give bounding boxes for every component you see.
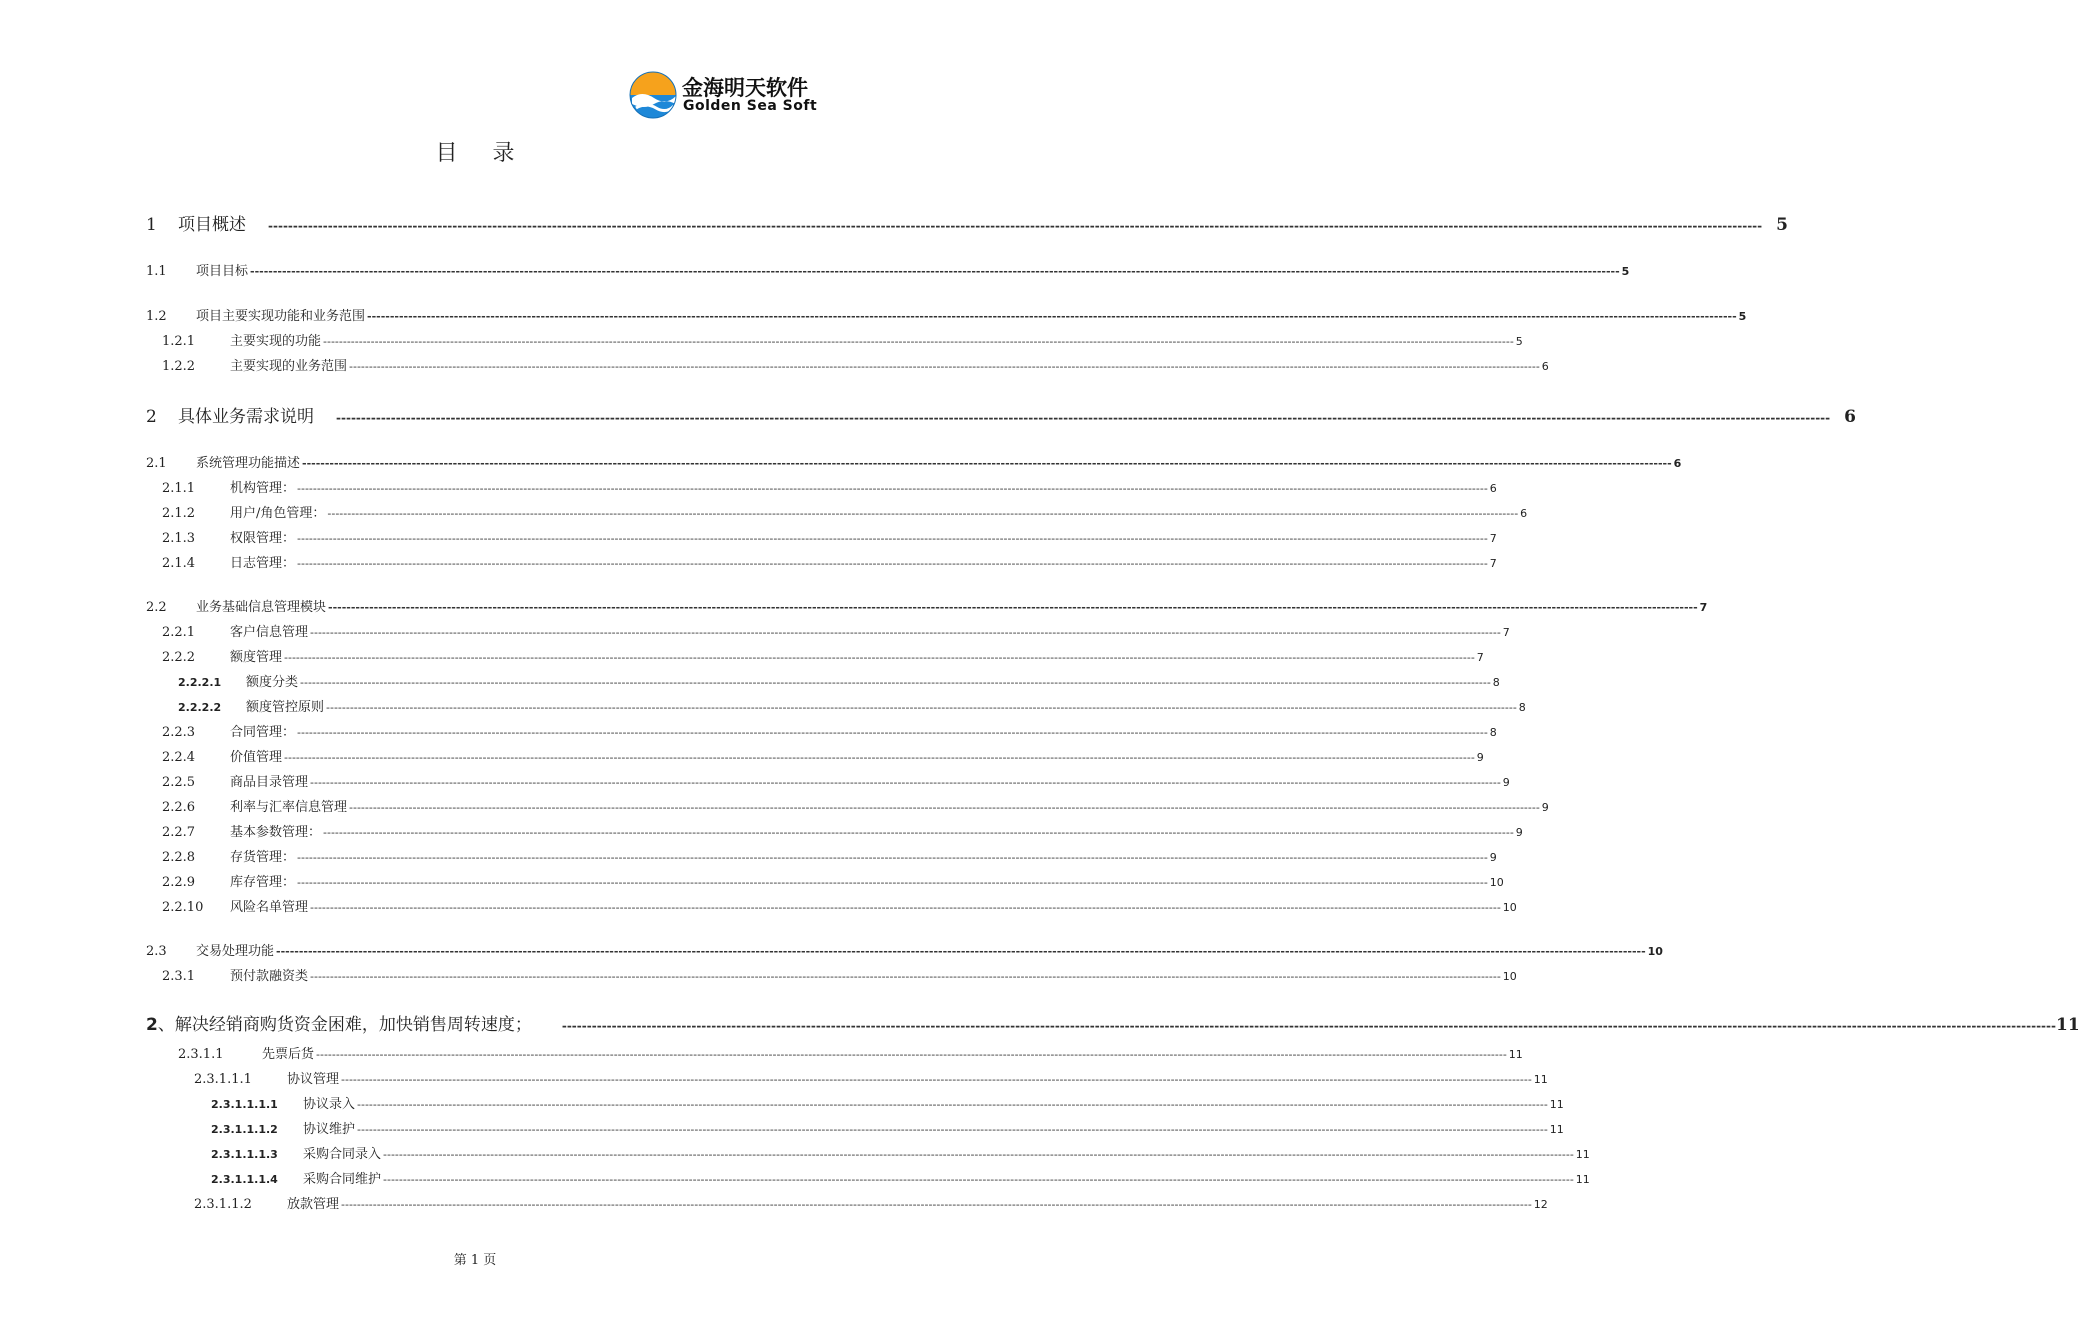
toc-entry-number: 1.1 (146, 264, 167, 279)
toc-leader: ------------------------------------------------------------------------------------------------------------------------------------------------------------------------------------------------------------------------------------------------------------------------------------------------------------ (323, 826, 1514, 839)
toc-entry[interactable] (146, 305, 1747, 324)
toc-entry-title: 交易处理功能 (196, 944, 275, 959)
toc-entry-page: 5 (1621, 265, 1630, 278)
toc-entry-number: 2.3.1.1.1.3 (211, 1148, 278, 1161)
toc-entry-number: 2.1.3 (162, 531, 196, 546)
toc-entry-page: 6 (1673, 457, 1682, 470)
toc-leader: ------------------------------------------------------------------------------------------------------------------------------------------------------------------------------------------------------------------------------------------------------------------------------------------------------------ (300, 676, 1491, 689)
toc-entry-page: 11 (2055, 1015, 2080, 1035)
toc-entry-number: 2.2.3 (162, 725, 196, 740)
toc-entry-title: 预付款融资类 (230, 969, 309, 984)
toc-entry-title: 协议维护 (303, 1122, 356, 1137)
toc-entry[interactable] (162, 502, 1528, 521)
toc-entry-number: 2.2.8 (162, 850, 196, 865)
toc-leader: ------------------------------------------------------------------------------------------------------------------------------------------------------------------------------------------------------------------------------------------------------------------------------------------------------------ (383, 1173, 1574, 1186)
toc-entry-page: 10 (1502, 970, 1517, 983)
toc-entry[interactable] (178, 696, 1526, 715)
toc-entry-page: 9 (1476, 751, 1484, 764)
toc-entry[interactable] (146, 1010, 2080, 1035)
toc-entry-page: 11 (1549, 1098, 1564, 1111)
toc-entry-page: 6 (1520, 507, 1528, 520)
toc-entry-page: 11 (1533, 1073, 1548, 1086)
toc-entry-title: 主要实现的功能 (230, 334, 322, 349)
toc-entry-title: 先票后货 (262, 1047, 315, 1062)
toc-entry-page: 7 (1489, 532, 1497, 545)
toc-entry-number: 1 (146, 215, 157, 235)
toc-entry[interactable] (162, 477, 1497, 496)
toc-entry-page: 11 (1549, 1123, 1564, 1136)
toc-entry-page: 12 (1533, 1198, 1548, 1211)
toc-entry[interactable] (162, 646, 1484, 665)
toc-entry-title: 权限管理： (230, 531, 296, 546)
toc-entry-title: 库存管理： (230, 875, 296, 890)
toc-entry-page: 6 (1844, 407, 1856, 427)
toc-entry[interactable] (211, 1168, 1590, 1187)
toc-leader: ------------------------------------------------------------------------------------------------------------------------------------------------------------------------------------------------------------------------------------------------------------------------------------------------------------ (297, 532, 1488, 545)
toc-entry-title: 利率与汇率信息管理 (230, 800, 348, 815)
toc-entry-title: 存货管理： (230, 850, 296, 865)
toc-leader: ------------------------------------------------------------------------------------------------------------------------------------------------------------------------------------------------------------------------------------------------------------------------------------------------------------ (336, 411, 1831, 425)
toc-leader: ------------------------------------------------------------------------------------------------------------------------------------------------------------------------------------------------------------------------------------------------------------------------------------------------------------ (561, 1019, 2056, 1033)
toc-entry-title: 项目主要实现功能和业务范围 (196, 309, 366, 324)
toc-entry[interactable] (162, 355, 1549, 374)
toc-entry[interactable] (162, 796, 1549, 815)
toc-entry-title: 主要实现的业务范围 (230, 359, 348, 374)
toc-entry-number: 2.3.1.1.1.4 (211, 1173, 278, 1186)
logo-name-en: Golden Sea Soft (683, 98, 818, 114)
toc-leader: ------------------------------------------------------------------------------------------------------------------------------------------------------------------------------------------------------------------------------------------------------------------------------------------------------------ (297, 876, 1488, 889)
toc-leader: ------------------------------------------------------------------------------------------------------------------------------------------------------------------------------------------------------------------------------------------------------------------------------------------------------------ (326, 701, 1517, 714)
toc-leader: ------------------------------------------------------------------------------------------------------------------------------------------------------------------------------------------------------------------------------------------------------------------------------------------------------------ (268, 219, 1763, 233)
toc-leader: ------------------------------------------------------------------------------------------------------------------------------------------------------------------------------------------------------------------------------------------------------------------------------------------------------------ (349, 801, 1540, 814)
toc-entry-page: 10 (1502, 901, 1517, 914)
toc-entry-number: 2.3.1.1.2 (194, 1197, 252, 1212)
toc-entry-page: 5 (1515, 335, 1523, 348)
toc-entry-page: 5 (1776, 215, 1788, 235)
toc-entry-number: 2.1 (146, 456, 167, 471)
toc-entry-number: 1.2 (146, 309, 167, 324)
toc-entry-number: 2.2.6 (162, 800, 196, 815)
toc-entry-number: 2.3.1 (162, 969, 196, 984)
toc-entry-number: 2.2.2 (162, 650, 196, 665)
toc-entry[interactable] (162, 965, 1517, 984)
toc-leader: ------------------------------------------------------------------------------------------------------------------------------------------------------------------------------------------------------------------------------------------------------------------------------------------------------------ (383, 1148, 1574, 1161)
toc-leader: ------------------------------------------------------------------------------------------------------------------------------------------------------------------------------------------------------------------------------------------------------------------------------------------------------------ (302, 457, 1672, 470)
toc-entry-number: 2.3 (146, 944, 167, 959)
toc-leader: ------------------------------------------------------------------------------------------------------------------------------------------------------------------------------------------------------------------------------------------------------------------------------------------------------------ (316, 1048, 1507, 1061)
toc-entry-title: 合同管理： (230, 725, 296, 740)
toc-entry-number: 2.1.1 (162, 481, 196, 496)
toc-entry-page: 8 (1518, 701, 1526, 714)
toc-entry-page: 10 (1489, 876, 1504, 889)
toc-leader: ------------------------------------------------------------------------------------------------------------------------------------------------------------------------------------------------------------------------------------------------------------------------------------------------------------ (327, 507, 1519, 520)
toc-leader: ------------------------------------------------------------------------------------------------------------------------------------------------------------------------------------------------------------------------------------------------------------------------------------------------------------ (250, 265, 1620, 278)
toc-leader: ------------------------------------------------------------------------------------------------------------------------------------------------------------------------------------------------------------------------------------------------------------------------------------------------------------ (357, 1123, 1548, 1136)
toc-entry-title: 客户信息管理 (230, 625, 309, 640)
toc-entry-number: 2.2.2.2 (178, 701, 222, 714)
toc-entry-number: 2 (146, 407, 157, 427)
sun-sea-logo-icon (628, 70, 680, 122)
toc-entry[interactable] (194, 1068, 1548, 1087)
toc-entry[interactable] (162, 746, 1484, 765)
toc-leader: ------------------------------------------------------------------------------------------------------------------------------------------------------------------------------------------------------------------------------------------------------------------------------------------------------------ (367, 310, 1737, 323)
toc-entry-page: 9 (1541, 801, 1549, 814)
toc-entry[interactable] (162, 721, 1497, 740)
toc-leader: ------------------------------------------------------------------------------------------------------------------------------------------------------------------------------------------------------------------------------------------------------------------------------------------------------------ (341, 1198, 1532, 1211)
toc-entry[interactable] (146, 596, 1708, 615)
toc-entry-page: 10 (1647, 945, 1663, 958)
toc-leader: ------------------------------------------------------------------------------------------------------------------------------------------------------------------------------------------------------------------------------------------------------------------------------------------------------------ (297, 557, 1488, 570)
toc-leader: ------------------------------------------------------------------------------------------------------------------------------------------------------------------------------------------------------------------------------------------------------------------------------------------------------------ (284, 651, 1475, 664)
toc-entry-title: 额度分类 (246, 675, 299, 690)
toc-entry-title: 额度管理 (230, 650, 283, 665)
company-logo (628, 70, 828, 120)
toc-entry-number: 2.3.1.1.1 (194, 1072, 252, 1087)
toc-entry-title: 采购合同维护 (303, 1172, 382, 1187)
toc-entry[interactable] (162, 330, 1523, 349)
toc-entry-title: 日志管理： (230, 556, 296, 571)
toc-leader: ------------------------------------------------------------------------------------------------------------------------------------------------------------------------------------------------------------------------------------------------------------------------------------------------------------ (341, 1073, 1532, 1086)
toc-entry-page: 9 (1489, 851, 1497, 864)
toc-entry-title: 用户/角色管理： (230, 506, 326, 521)
toc-entry-page: 8 (1492, 676, 1500, 689)
toc-entry-title: 基本参数管理： (230, 825, 322, 840)
toc-entry-page: 6 (1541, 360, 1549, 373)
toc-entry-title: 价值管理 (230, 750, 283, 765)
toc-leader: ------------------------------------------------------------------------------------------------------------------------------------------------------------------------------------------------------------------------------------------------------------------------------------------------------------ (284, 751, 1475, 764)
toc-entry-page: 5 (1738, 310, 1747, 323)
toc-entry-page: 11 (1508, 1048, 1523, 1061)
toc-entry[interactable] (211, 1143, 1590, 1162)
toc-entry[interactable] (146, 452, 1682, 471)
toc-entry[interactable] (146, 210, 1788, 235)
toc-entry[interactable] (162, 771, 1510, 790)
toc-entry-title: 额度管控原则 (246, 700, 325, 715)
toc-entry-number: 2.2.5 (162, 775, 196, 790)
toc-entry-page: 11 (1575, 1173, 1590, 1186)
toc-entry-number: 2.1.2 (162, 506, 196, 521)
toc-entry[interactable] (146, 260, 1630, 279)
toc-entry-number: 2.3.1.1.1.1 (211, 1098, 278, 1111)
toc-entry-title: 项目概述 (178, 215, 246, 235)
toc-entry-number: 2.2.7 (162, 825, 196, 840)
logo-name-cn: 金海明天软件 (682, 76, 808, 100)
toc-leader: ------------------------------------------------------------------------------------------------------------------------------------------------------------------------------------------------------------------------------------------------------------------------------------------------------------ (297, 726, 1488, 739)
toc-entry-page: 11 (1575, 1148, 1590, 1161)
toc-entry[interactable] (162, 821, 1523, 840)
toc-entry-number: 2 (146, 1015, 158, 1035)
toc-entry[interactable] (178, 671, 1500, 690)
toc-leader: ------------------------------------------------------------------------------------------------------------------------------------------------------------------------------------------------------------------------------------------------------------------------------------------------------------ (357, 1098, 1548, 1111)
toc-leader: ------------------------------------------------------------------------------------------------------------------------------------------------------------------------------------------------------------------------------------------------------------------------------------------------------------ (310, 626, 1501, 639)
toc-title: 目 录 (435, 141, 529, 166)
toc-entry[interactable] (194, 1193, 1548, 1212)
toc-leader: ------------------------------------------------------------------------------------------------------------------------------------------------------------------------------------------------------------------------------------------------------------------------------------------------------------ (310, 901, 1501, 914)
toc-leader: ------------------------------------------------------------------------------------------------------------------------------------------------------------------------------------------------------------------------------------------------------------------------------------------------------------ (323, 335, 1514, 348)
toc-entry[interactable] (146, 940, 1663, 959)
toc-entry[interactable] (162, 846, 1497, 865)
toc-entry-number: 2.2.1 (162, 625, 196, 640)
toc-entry-number: 2.2.9 (162, 875, 196, 890)
toc-entry[interactable] (146, 402, 1856, 427)
toc-entry-number: 2.3.1.1 (178, 1047, 224, 1062)
toc-entry-number: 2.1.4 (162, 556, 196, 571)
toc-entry-page: 9 (1502, 776, 1510, 789)
toc-entry-title: 机构管理： (230, 481, 296, 496)
toc-entry-number: 2.2.10 (162, 900, 204, 915)
toc-entry[interactable] (211, 1118, 1564, 1137)
toc-entry-title: 放款管理 (287, 1197, 340, 1212)
toc-leader: ------------------------------------------------------------------------------------------------------------------------------------------------------------------------------------------------------------------------------------------------------------------------------------------------------------ (349, 360, 1540, 373)
toc-entry-page: 7 (1489, 557, 1497, 570)
toc-entry-title: 、解决经销商购货资金困难，加快销售周转速度； (157, 1015, 532, 1035)
toc-leader: ------------------------------------------------------------------------------------------------------------------------------------------------------------------------------------------------------------------------------------------------------------------------------------------------------------ (297, 851, 1488, 864)
toc-entry-number: 1.2.2 (162, 359, 196, 374)
toc-entry[interactable] (211, 1093, 1564, 1112)
toc-entry[interactable] (162, 621, 1510, 640)
toc-entry-number: 1.2.1 (162, 334, 196, 349)
toc-entry-title: 具体业务需求说明 (178, 407, 314, 427)
toc-entry[interactable] (162, 896, 1517, 915)
toc-entry-title: 商品目录管理 (230, 775, 309, 790)
toc-entry-title: 风险名单管理 (230, 900, 309, 915)
toc-entry-number: 2.2.2.1 (178, 676, 222, 689)
toc-entry-title: 采购合同录入 (303, 1147, 382, 1162)
toc-entry[interactable] (162, 871, 1504, 890)
toc-entry-page: 7 (1476, 651, 1484, 664)
toc-leader: ------------------------------------------------------------------------------------------------------------------------------------------------------------------------------------------------------------------------------------------------------------------------------------------------------------ (297, 482, 1488, 495)
toc-entry-title: 协议管理 (287, 1072, 340, 1087)
toc-entry[interactable] (162, 552, 1497, 571)
toc-leader: ------------------------------------------------------------------------------------------------------------------------------------------------------------------------------------------------------------------------------------------------------------------------------------------------------------ (310, 776, 1501, 789)
toc-entry-number: 2.3.1.1.1.2 (211, 1123, 278, 1136)
toc-entry-title: 系统管理功能描述 (196, 456, 301, 471)
toc-leader: ------------------------------------------------------------------------------------------------------------------------------------------------------------------------------------------------------------------------------------------------------------------------------------------------------------ (276, 945, 1646, 958)
page-footer: 第 1 页 (453, 1253, 497, 1268)
toc-entry-title: 业务基础信息管理模块 (196, 600, 327, 615)
toc-entry-number: 2.2 (146, 600, 167, 615)
toc-entry-page: 9 (1515, 826, 1523, 839)
toc-entry-title: 项目目标 (196, 264, 249, 279)
toc-entry[interactable] (178, 1043, 1523, 1062)
toc-entry-page: 7 (1699, 601, 1708, 614)
toc-entry[interactable] (162, 527, 1497, 546)
toc-entry-page: 8 (1489, 726, 1497, 739)
toc-leader: ------------------------------------------------------------------------------------------------------------------------------------------------------------------------------------------------------------------------------------------------------------------------------------------------------------ (310, 970, 1501, 983)
toc-entry-title: 协议录入 (303, 1097, 356, 1112)
toc-entry-number: 2.2.4 (162, 750, 196, 765)
toc-entry-page: 6 (1489, 482, 1497, 495)
toc-entry-page: 7 (1502, 626, 1510, 639)
toc-leader: ------------------------------------------------------------------------------------------------------------------------------------------------------------------------------------------------------------------------------------------------------------------------------------------------------------ (328, 601, 1698, 614)
